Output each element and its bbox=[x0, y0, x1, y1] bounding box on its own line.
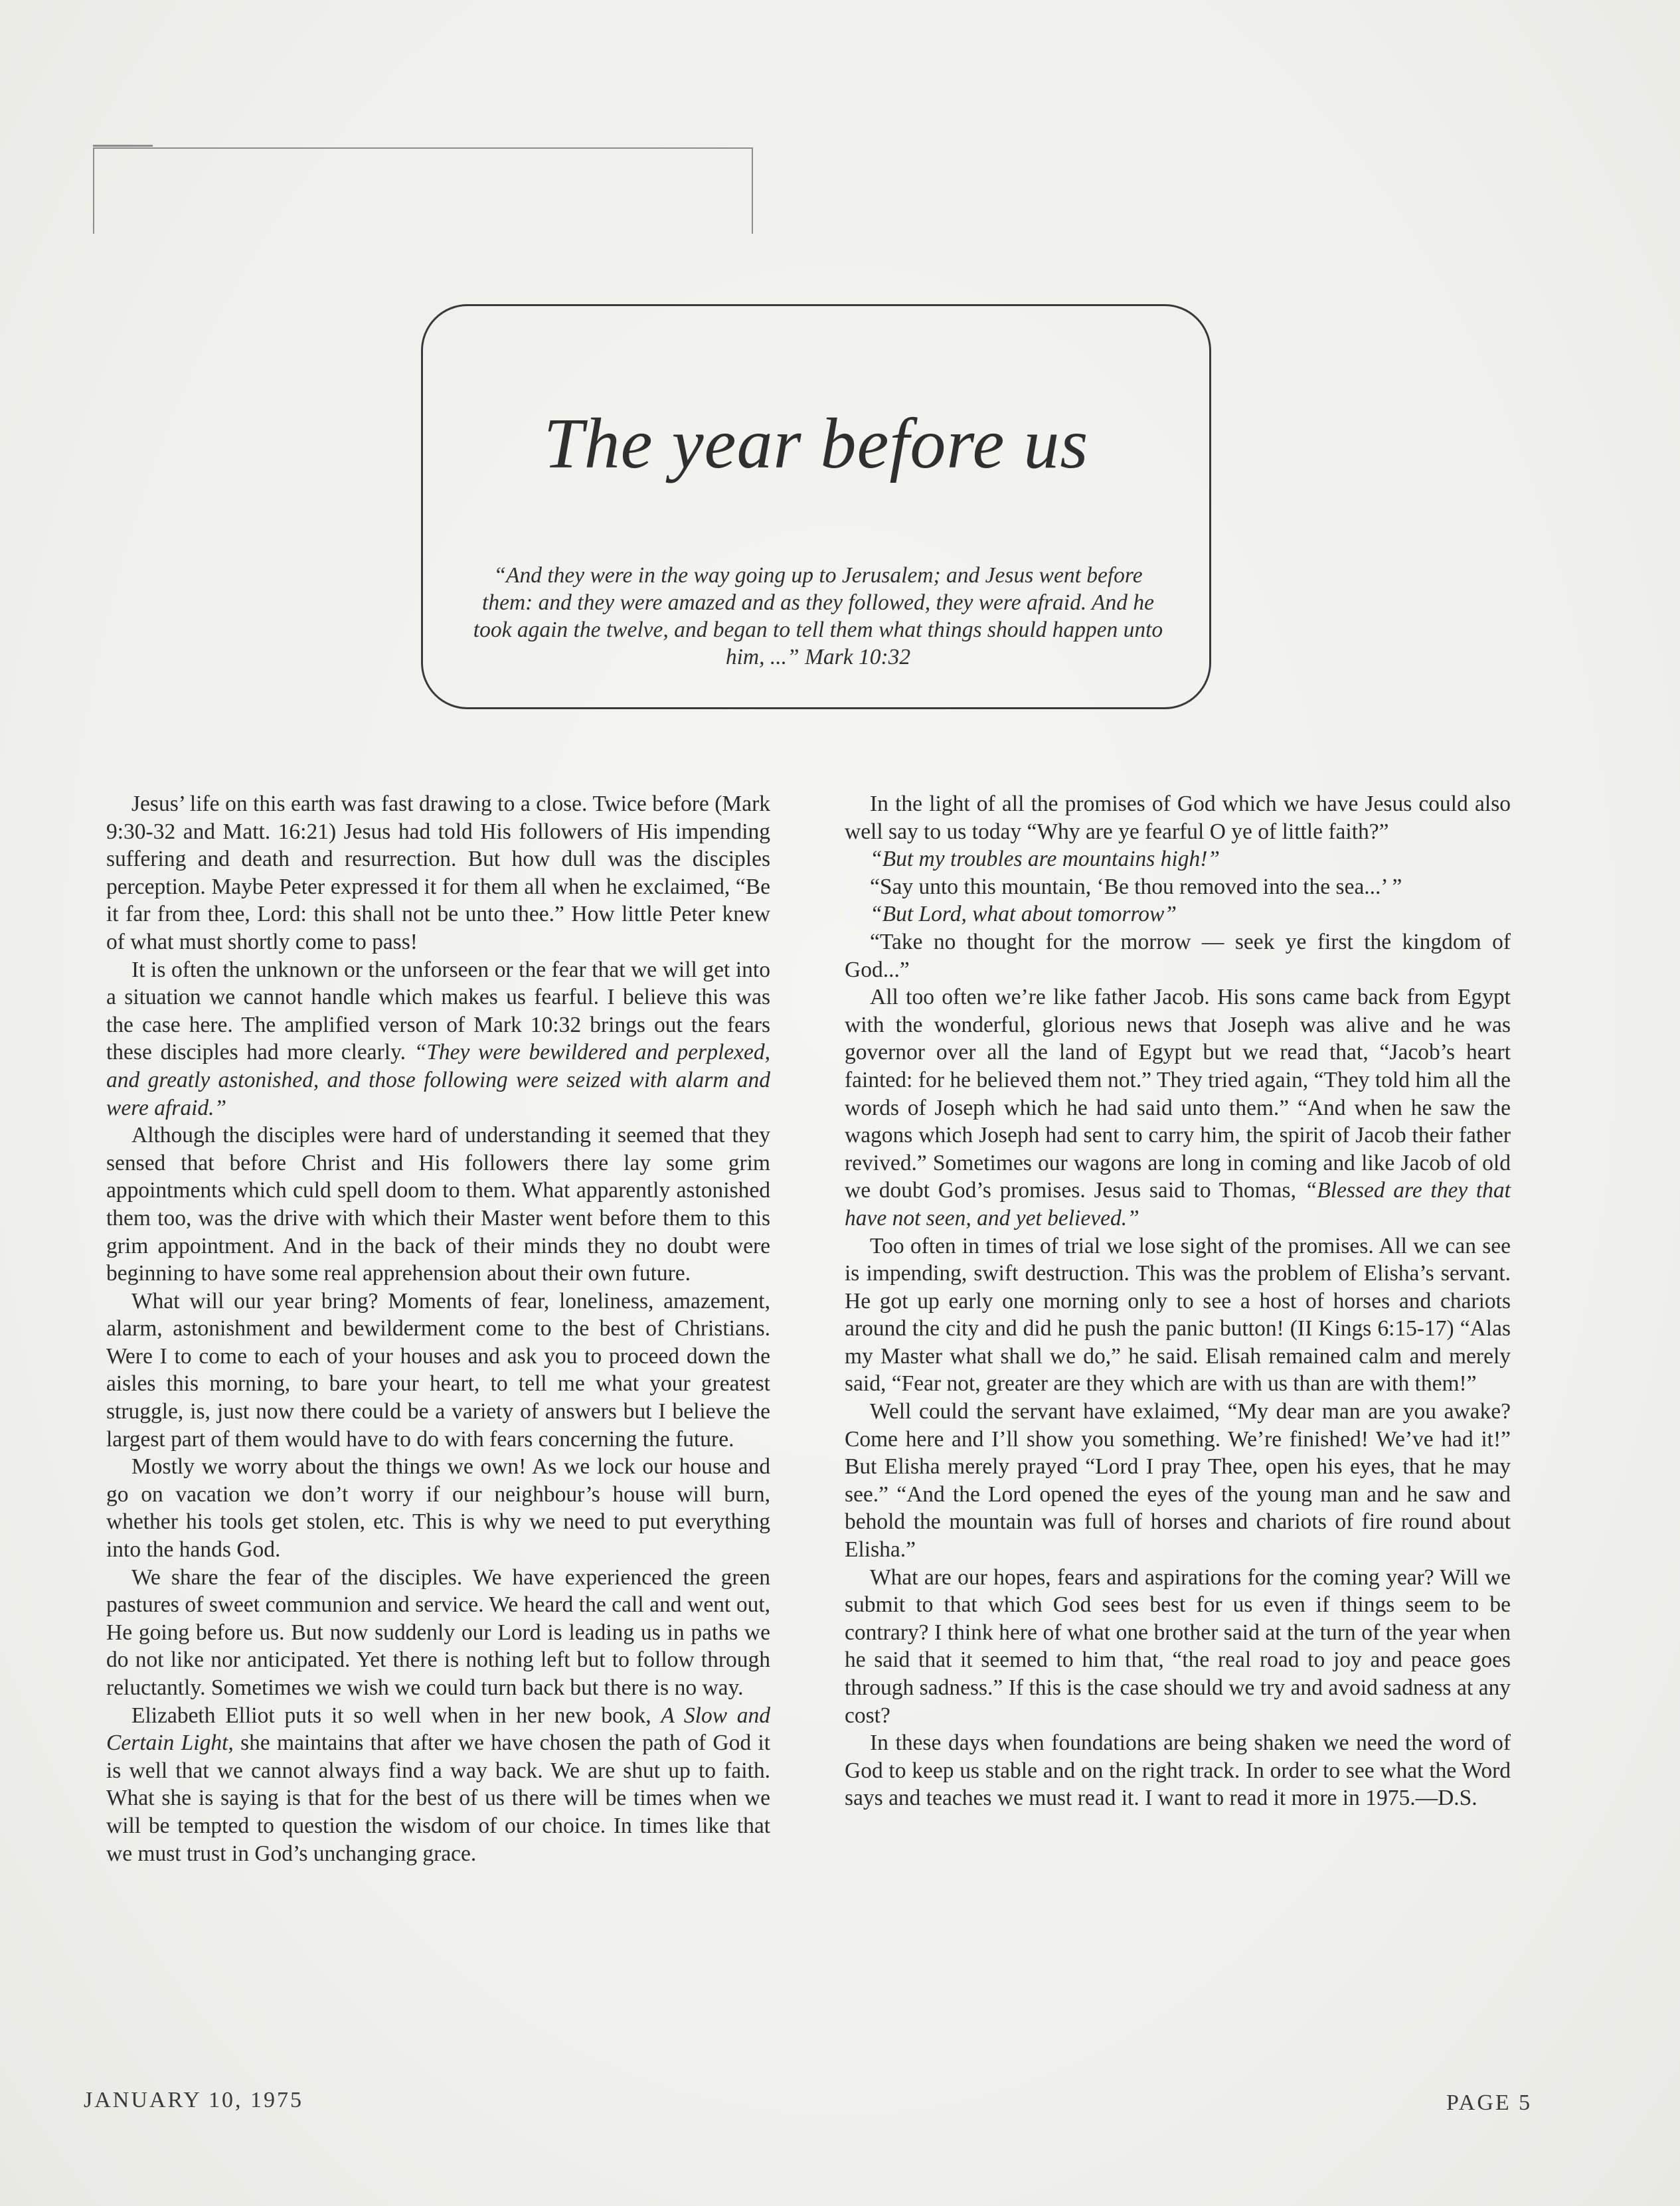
paragraph: Although the disciples were hard of understanding it seemed that they sensed that before Christ and His followers there lay some grim appointments which culd spell doom to them. What apparently astonished them too, was the drive with which their Master went before them to this grim appointment. And in the back of their minds they no doubt were beginning to have some real apprehension about their own future. bbox=[106, 1123, 770, 1286]
paragraph: In the light of all the promises of God which we have Jesus could also well say to us today “Why are ye fearful O ye of little faith?” bbox=[845, 792, 1511, 844]
paragraph: Too often in times of trial we lose sight of the promises. All we can see is impending, swift destruction. This was the problem of Elisha’s servant. He got up early one morning only to see a host of horses and chariots around the city and did he push the panic button! (II Kings 6:15-17) “Alas my Master what shall we do,” he said. Elisah remained calm and merely said, “Fear not, greater are they which are with us than are with them!” bbox=[845, 1233, 1511, 1397]
book-title: A Slow and Certain Light, bbox=[106, 1703, 771, 1756]
scripture-quote: “Blessed are they that have not seen, and yet believed.” bbox=[845, 1178, 1511, 1230]
paragraph-text: All too often we’re like father Jacob. His sons came back from Egypt with the wonderful, glorious news that Joseph was alive and he was governor over all the land of Egypt but we read that, “Jacob’s heart fainted: for he believed them not.” They tried again, “They told him all the words of Joseph which he had said unto them.” “And when he saw the wagons which Joseph had sent to carry him, the spirit of Jacob their father revived.” Sometimes our wagons are long in coming and like Jacob of old we doubt God’s promises. Jesus said to Thomas, bbox=[845, 985, 1511, 1203]
dialogue-line: “But Lord, what about tomorrow” bbox=[870, 902, 1177, 927]
decorative-rule bbox=[93, 145, 153, 147]
paragraph: Well could the servant have exlaimed, “My dear man are you awake? Come here and I’ll show you something. We’re finished! We’ve had it!” But Elisha merely prayed “Lord I pray Thee, open his eyes, that he may see.” “And the Lord opened the eyes of the young man and he saw and behold the mountain was full of horses and chariots of fire round about Elisha.” bbox=[845, 1399, 1511, 1563]
amplified-quote: “They were bewildered and perplexed, and greatly astonished, and those following were seized with alarm and were afraid.” bbox=[106, 1040, 771, 1120]
issue-date: JANUARY 10, 1975 bbox=[84, 2088, 304, 2112]
paragraph: What will our year bring? Moments of fear, loneliness, amazement, alarm, astonishment and bewilderment come to the best of Christians. Were I to come to each of your houses and ask you to proceed down the aisles this morning, to bare your heart, to tell me what your greatest struggle, is, just now there could be a variety of answers but I believe the largest part of them would have to do with fears concerning the future. bbox=[106, 1288, 770, 1452]
paragraph-text: It is often the unknown or the unforseen or the fear that we will get into a situation we cannot handle which makes us fearful. I believe this was the case here. The amplified verson of Mark 10:32 brings out the fears these disciples had more clearly. bbox=[106, 957, 770, 1065]
dialogue-line: “But my troubles are mountains high!” bbox=[870, 847, 1220, 872]
paragraph-text: she maintains that after we have chosen the path of God it is well that we cannot always find a way back. We are shut up to faith. What she is saying is that for the best of us there will be times when we will be tempted to question the wisdom of our choice. In times like that we must trust in God’s unchanging grace. bbox=[106, 1731, 770, 1866]
article-title: The year before us bbox=[543, 404, 1089, 483]
paragraph: Mostly we worry about the things we own! As we lock our house and go on vacation we don’t worry if our neighbour’s house will burn, whether his tools get stolen, etc. This is why we need to put everything into the hands God. bbox=[106, 1454, 770, 1563]
page-number: PAGE 5 bbox=[1446, 2090, 1533, 2115]
dialogue-line: “Take no thought for the morrow — seek ye first the kingdom of God...” bbox=[845, 929, 1511, 982]
paragraph: In these days when foundations are being shaken we need the word of God to keep us stable and on the right track. In order to see what the Word says and teaches we must read it. I want to read it more in 1975.—D.S. bbox=[845, 1731, 1511, 1811]
paragraph-text: Elizabeth Elliot puts it so well when in her new book, bbox=[131, 1703, 651, 1728]
left-column bbox=[106, 790, 770, 1867]
right-column bbox=[845, 790, 1511, 1812]
epigraph-quote: “And they were in the way going up to Jerusalem; and Jesus went before them: and they were amazed and as they followed, they were afraid. And he took again the twelve, and began to tell them what things should happen unto him, ...” Mark 10:32 bbox=[473, 563, 1163, 669]
paragraph: Jesus’ life on this earth was fast drawing to a close. Twice before (Mark 9:30-32 and Matt. 16:21) Jesus had told His followers of His impending suffering and death and resurrection. But how dull was the disciples perception. Maybe Peter expressed it for them all when he exclaimed, “Be it far from thee, Lord: this shall not be unto thee.” How little Peter knew of what must shortly come to pass! bbox=[106, 792, 770, 954]
paragraph bbox=[106, 1702, 770, 1868]
paragraph: We share the fear of the disciples. We have experienced the green pastures of sweet communion and service. We heard the call and went out, He going before us. But now suddenly our Lord is leading us in paths we do not like nor anticipated. Yet there is nothing left but to follow through reluctantly. Sometimes we wish we could turn back but there is no way. bbox=[106, 1565, 770, 1700]
paragraph bbox=[845, 983, 1511, 1232]
paragraph bbox=[106, 956, 770, 1122]
paragraph: What are our hopes, fears and aspirations for the coming year? Will we submit to that which God sees best for us even if things seem to be contrary? I think here of what one brother said at the turn of the year when he said that it seemed to him that, “the real road to joy and peace goes through sadness.” If this is the case should we try and avoid sadness at any cost? bbox=[845, 1565, 1511, 1728]
empty-frame bbox=[93, 147, 753, 234]
title-frame bbox=[421, 304, 1211, 709]
dialogue-line: “Say unto this mountain, ‘Be thou removed into the sea...’ ” bbox=[870, 874, 1402, 899]
